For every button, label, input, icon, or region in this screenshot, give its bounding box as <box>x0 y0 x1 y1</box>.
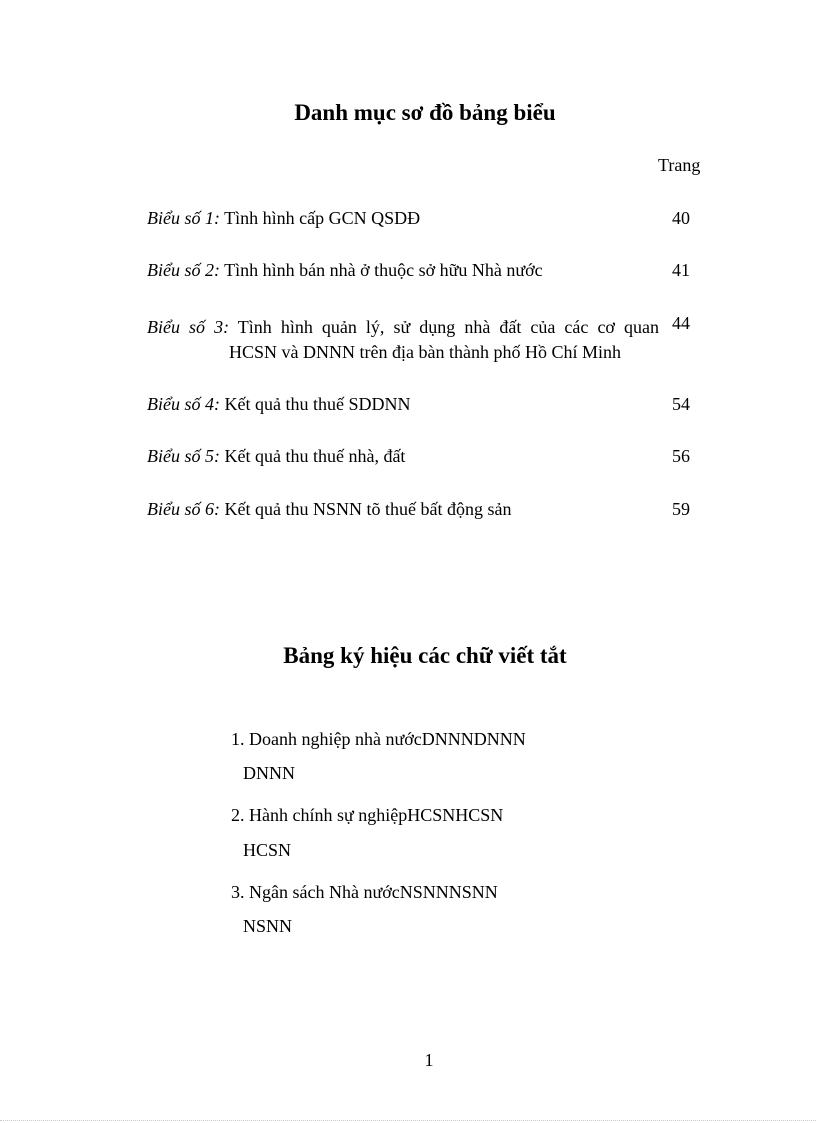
toc-entry-4 <box>147 394 410 415</box>
toc-entry-page: 40 <box>672 208 690 228</box>
page-number: 1 <box>424 1050 434 1070</box>
toc-entry-label: Biểu số 2: <box>147 260 220 280</box>
toc-entry-3 <box>147 313 659 342</box>
list-of-charts-title: Danh mục sơ đồ bảng biểu <box>294 100 556 125</box>
toc-entry-6 <box>147 499 511 520</box>
toc-entry-text: Tình hình bán nhà ở thuộc sở hữu Nhà nước <box>219 260 543 280</box>
toc-entry-text: Kết quả thu thuế SDDNN <box>219 394 411 414</box>
toc-entry-label: Biểu số 4: <box>147 394 220 414</box>
toc-entry-1 <box>147 208 420 229</box>
toc-entry-page: 54 <box>672 394 690 414</box>
toc-entry-page: 56 <box>672 446 690 466</box>
abbreviation-item-3-code: NSNN <box>243 916 293 936</box>
abbreviation-item-1-code: DNNN <box>243 763 295 783</box>
toc-entry-2 <box>147 260 543 281</box>
toc-entry-text-continued: HCSN và DNNN trên địa bàn thành phố Hồ Chí Minh <box>229 342 621 362</box>
toc-entry-text: Kết quả thu thuế nhà, đất <box>219 446 406 466</box>
abbreviations-title: Bảng ký hiệu các chữ viết tắt <box>283 643 567 668</box>
abbreviation-item-3: 3. Ngân sách Nhà nướcNSNNNSNN <box>231 882 498 902</box>
abbreviation-item-2-code: HCSN <box>243 840 292 860</box>
page-column-header: Trang <box>658 155 701 175</box>
abbreviation-item-2: 2. Hành chính sự nghiệpHCSNHCSN <box>231 805 504 825</box>
toc-entry-text: Tình hình quản lý, sử dụng nhà đất của các cơ quan <box>229 317 659 337</box>
toc-entry-5 <box>147 446 405 467</box>
toc-entry-label: Biểu số 1: <box>147 208 220 228</box>
toc-entry-page: 59 <box>672 499 690 519</box>
toc-entry-page: 41 <box>672 260 690 280</box>
toc-entry-text: Kết quả thu NSNN tõ thuế bất động sản <box>219 499 512 519</box>
toc-entry-label: Biểu số 3: <box>147 317 230 337</box>
toc-entry-label: Biểu số 6: <box>147 499 220 519</box>
toc-entry-page: 44 <box>672 313 690 333</box>
abbreviation-item-1: 1. Doanh nghiệp nhà nướcDNNNDNNN <box>231 729 526 749</box>
toc-entry-text: Tình hình cấp GCN QSDĐ <box>219 208 421 228</box>
toc-entry-label: Biểu số 5: <box>147 446 220 466</box>
page-bottom-divider <box>0 1120 816 1121</box>
